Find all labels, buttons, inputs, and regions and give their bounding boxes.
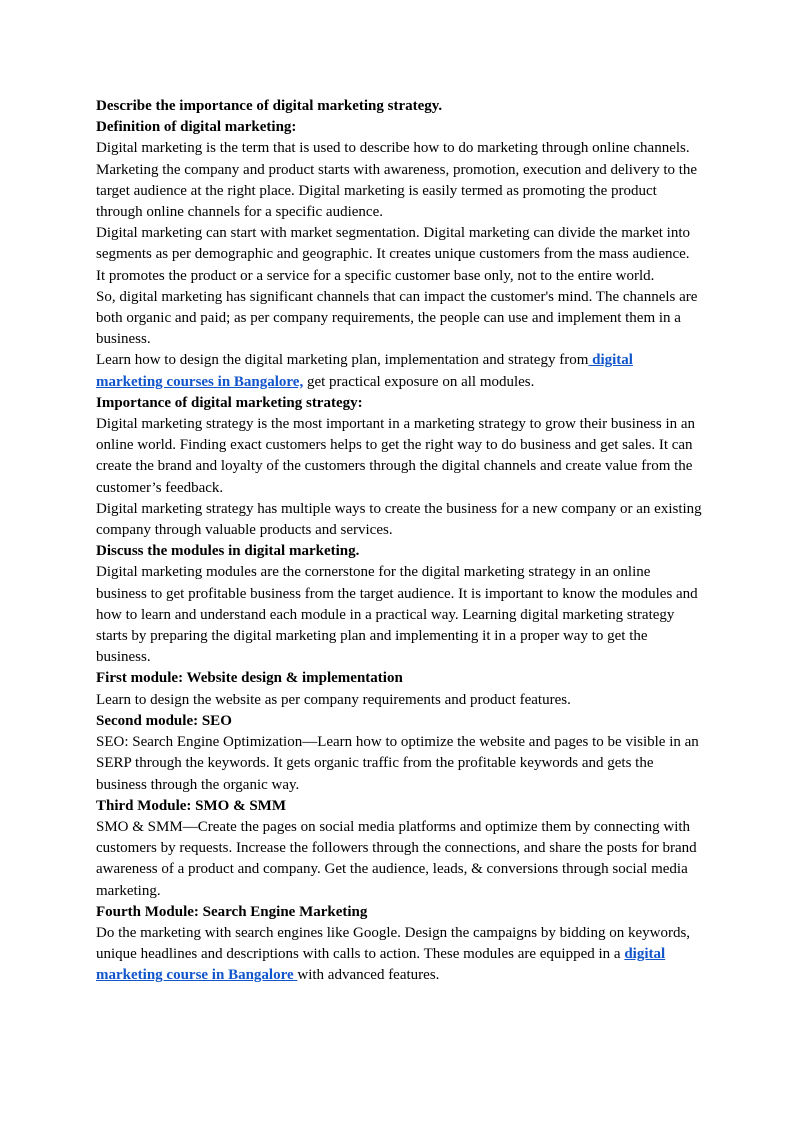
second-module-heading: Second module: SEO xyxy=(96,712,232,729)
importance-paragraph-1: Digital marketing strategy is the most important in a marketing strategy to grow their business in an online world. Finding exact customers helps to get the right way to do business and get sales. It can create the brand and loyalty of the customers through the digital channels and create value from the customer’s feedback. xyxy=(96,416,696,496)
importance-paragraph-2: Digital marketing strategy has multiple ways to create the business for a new company or an existing company through valuable products and services. xyxy=(96,500,702,539)
fourth-module-paragraph xyxy=(96,923,702,987)
definition-paragraph-3: So, digital marketing has significant channels that can impact the customer's mind. The channels are both organic and paid; as per company requirements, the people can use and implement them in a business. xyxy=(96,288,698,348)
third-module-heading: Third Module: SMO & SMM xyxy=(96,797,286,814)
learn-text-after: get practical exposure on all modules. xyxy=(303,373,535,390)
fourth-module-heading: Fourth Module: Search Engine Marketing xyxy=(96,903,368,920)
modules-paragraph: Digital marketing modules are the cornerstone for the digital marketing strategy in an online business to get profitable business from the target audience. It is important to know the modules and how to learn and understand each module in a practical way. Learning digital marketing strategy starts by preparing the digital marketing plan and implementing it in a proper way to get the business. xyxy=(96,564,698,666)
third-module-paragraph: SMO & SMM—Create the pages on social media platforms and optimize them by connecting with customers by requests. Increase the followers through the connections, and share the posts for brand awareness of a product and company. Get the audience, leads, & conversions through social media marketing. xyxy=(96,818,697,899)
second-module-paragraph: SEO: Search Engine Optimization—Learn how to optimize the website and pages to be visible in an SERP through the keywords. It gets organic traffic from the profitable keywords and gets the business through the organic way. xyxy=(96,734,699,793)
course-link[interactable]: digital marketing course in Bangalore xyxy=(96,946,666,984)
document-title: Describe the importance of digital marketing strategy. xyxy=(96,98,443,114)
definition-heading: Definition of digital marketing: xyxy=(96,119,297,136)
document-page xyxy=(96,96,702,987)
first-module-paragraph: Learn to design the website as per company requirements and product features. xyxy=(96,691,571,708)
courses-link[interactable]: digital marketing courses in Bangalore, xyxy=(96,352,633,390)
importance-heading: Importance of digital marketing strategy: xyxy=(96,394,363,411)
definition-paragraph-1: Digital marketing is the term that is used to describe how to do marketing through online channels. Marketing the company and product starts with awareness, promotion, execution and delivery to the target audience at the right place. Digital marketing is easily termed as promoting the product through online channels for a specific audience. xyxy=(96,140,698,221)
modules-heading: Discuss the modules in digital marketing. xyxy=(96,543,360,560)
fourth-text-before: Do the marketing with search engines like Google. Design the campaigns by bidding on keywords, unique headlines and descriptions with calls to action. These modules are equipped in a xyxy=(96,924,691,963)
learn-text-before: Learn how to design the digital marketing plan, implementation and strategy from xyxy=(96,352,589,369)
first-module-heading: First module: Website design & implementation xyxy=(96,670,403,687)
learn-paragraph xyxy=(96,350,702,392)
definition-paragraph-2: Digital marketing can start with market segmentation. Digital marketing can divide the market into segments as per demographic and geographic. It creates unique customers from the mass audience. It promotes the product or a service for a specific customer base only, not to the entire world. xyxy=(96,225,690,284)
fourth-text-after: with advanced features. xyxy=(297,967,440,984)
